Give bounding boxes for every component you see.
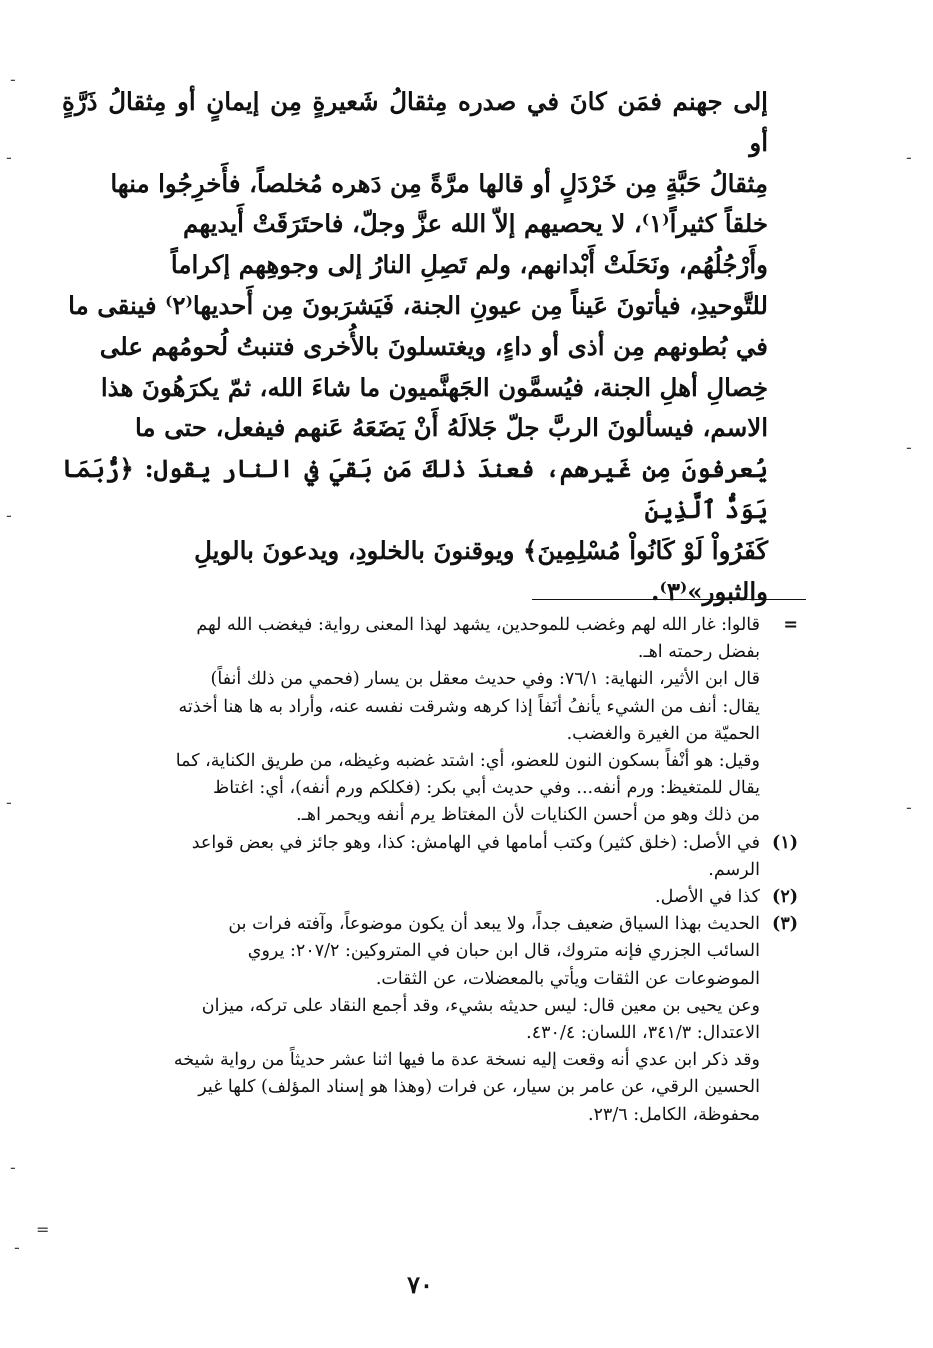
main-line: للتَّوحيدِ، فيأتونَ عَيناً مِن عيونِ الجنة، فَيَشرَبونَ مِن أَحديها⁽٢⁾ فينقى ما [68, 290, 768, 320]
footnote-text [58, 911, 760, 1129]
footnote-line: الحسين الرقي، عن عامر بن سيار، عن فرات (وهذا هو إسناد المؤلف) كلها غير [198, 1077, 760, 1098]
footnote-line: الحميّة من الغيرة والغضب. [566, 723, 760, 744]
footnote-line: من ذلك وهو من أحسن الكنايات لأن المغتاظ يرم أنفه ويحمر اهـ. [296, 805, 760, 826]
footnote-3 [58, 911, 798, 1129]
scan-speck: - [906, 438, 912, 457]
footnote-line: كذا في الأصل. [655, 887, 760, 908]
scan-speck: - [10, 1158, 16, 1177]
footnote-line: السائب الجزري فإنه متروك، قال ابن حبان في المتروكين: ٢٠٧/٢: يروي [247, 941, 760, 962]
footnote-line: يقال: أنف من الشيء يأنفُ أنَفاً إذا كرهه وشرقت نفسه عنه، وأراد به ها هنا أخذته [178, 696, 760, 717]
footnote-line: وقيل: هو أنْفاً بسكون النون للعضو، أي: اشتد غضبه وغيظه، من طريق الكناية، كما [175, 751, 760, 772]
footnote-line: قالوا: غار الله لهم وغضب للموحدين، يشهد لهذا المعنى رواية: فيغضب الله لهم [196, 615, 760, 635]
main-line: والثبور»⁽٣⁾. [651, 576, 768, 606]
scan-speck: - [14, 1238, 20, 1257]
scan-speck: - [906, 798, 912, 817]
footnote-continuation [58, 612, 798, 830]
scan-speck: = [36, 1220, 50, 1239]
main-line: إلى جهنم فمَن كانَ في صدره مِثقالُ شَعيرةٍ مِن إيمانٍ أو مِثقالُ ذَرَّةٍ أو [62, 87, 768, 157]
footnote-separator [532, 599, 806, 600]
main-line: يُعرفونَ مِن غَيرهم، فعندَ ذلكَ مَن بَقيَ في النار يقول: ﴿رُّبَمَا يَوَدُّ ٱلَّذِينَ [62, 454, 768, 524]
footnote-line: في الأصل: (خلق كثير) وكتب أمامها في الهامش: كذا، وهو جائز في بعض قواعد [191, 832, 760, 853]
footnote-line: وعن يحيى بن معين قال: ليس حديثه بشيء، وقد أجمع النقاد على تركه، ميزان [201, 995, 760, 1016]
footnote-line: الرسم. [708, 859, 760, 880]
main-line: كَفَرُواْ لَوْ كَانُواْ مُسْلِمِينَ﴾ ويوقنونَ بالخلودِ، ويدعونَ بالويلِ [194, 535, 768, 565]
footnote-line: بفضل رحمته اهـ. [637, 642, 760, 663]
footnote-line: محفوظة، الكامل: ٢٣/٦. [587, 1104, 760, 1125]
main-line: مِثقالُ حَبَّةٍ مِن خَرْدَلٍ أو قالها مرَّةً مِن دَهره مُخلصاً، فأَخرِجُوا منها [110, 168, 768, 198]
main-line: وأَرْجُلُهُم، ونَحَلَتْ أَبْدانهم، ولم تَصِلِ النارُ إلى وجوهِهم إكراماً [170, 250, 768, 280]
footnote-line: الاعتدال: ٣٤١/٣، اللسان: ٤٣٠/٤. [526, 1023, 760, 1044]
footnote-line: قال ابن الأثير، النهاية: ٧٦/١: وفي حديث معقل بن يسار (فحمي من ذلك أنفاً) [210, 669, 760, 690]
footnote-marker: (١) [772, 832, 798, 853]
scan-speck: - [6, 506, 12, 525]
footnote-marker: (٣) [772, 914, 798, 935]
footnote-1 [58, 830, 798, 884]
footnotes [58, 612, 798, 1129]
footnote-2 [58, 884, 798, 911]
main-line: خلقاً كثيراً⁽١⁾، لا يحصيهم إلاّ الله عزَّ وجلّ، فاحتَرَقَتْ أَيديهم [183, 209, 768, 239]
scan-speck: - [906, 148, 912, 167]
scan-speck: - [10, 70, 16, 89]
page-number: ٧٠ [407, 1270, 433, 1299]
footnote-text [58, 884, 760, 911]
main-text [62, 82, 768, 612]
scan-speck: - [6, 148, 12, 167]
footnote-text [58, 830, 760, 884]
footnote-line: يقال للمتغيظ: ورم أنفه... وفي حديث أبي بكر: (فكلكم ورم أنفه)، أي: اغتاظ [213, 778, 760, 799]
footnote-line: الحديث بهذا السياق ضعيف جداً، ولا يبعد أن يكون موضوعاً، وآفته فرات بن [228, 914, 760, 935]
footnote-line: الموضوعات عن الثقات ويأتي بالمعضلات، عن الثقات. [375, 968, 760, 989]
main-line: في بُطونهم مِن أذى أو داءٍ، ويغتسلونَ بالأُخرى فتنبتُ لُحومُهم على [99, 331, 768, 361]
scan-speck: - [6, 793, 12, 812]
main-line: الاسم، فيسألونَ الربَّ جلّ جَلالَهُ أَنْ يَضَعَهُ عَنهم فيفعل، حتى ما [134, 413, 768, 443]
footnote-text [58, 612, 760, 830]
main-line: خِصالِ أهلِ الجنة، فيُسمَّون الجَهنَّميون ما شاءَ الله، ثمّ يكرَهُونَ هذا [100, 372, 768, 402]
footnote-marker: = [783, 615, 798, 635]
footnote-marker: (٢) [772, 887, 798, 908]
footnote-line: وقد ذكر ابن عدي أنه وقعت إليه نسخة عدة ما فيها اثنا عشر حديثاً من رواية شيخه [173, 1050, 760, 1071]
